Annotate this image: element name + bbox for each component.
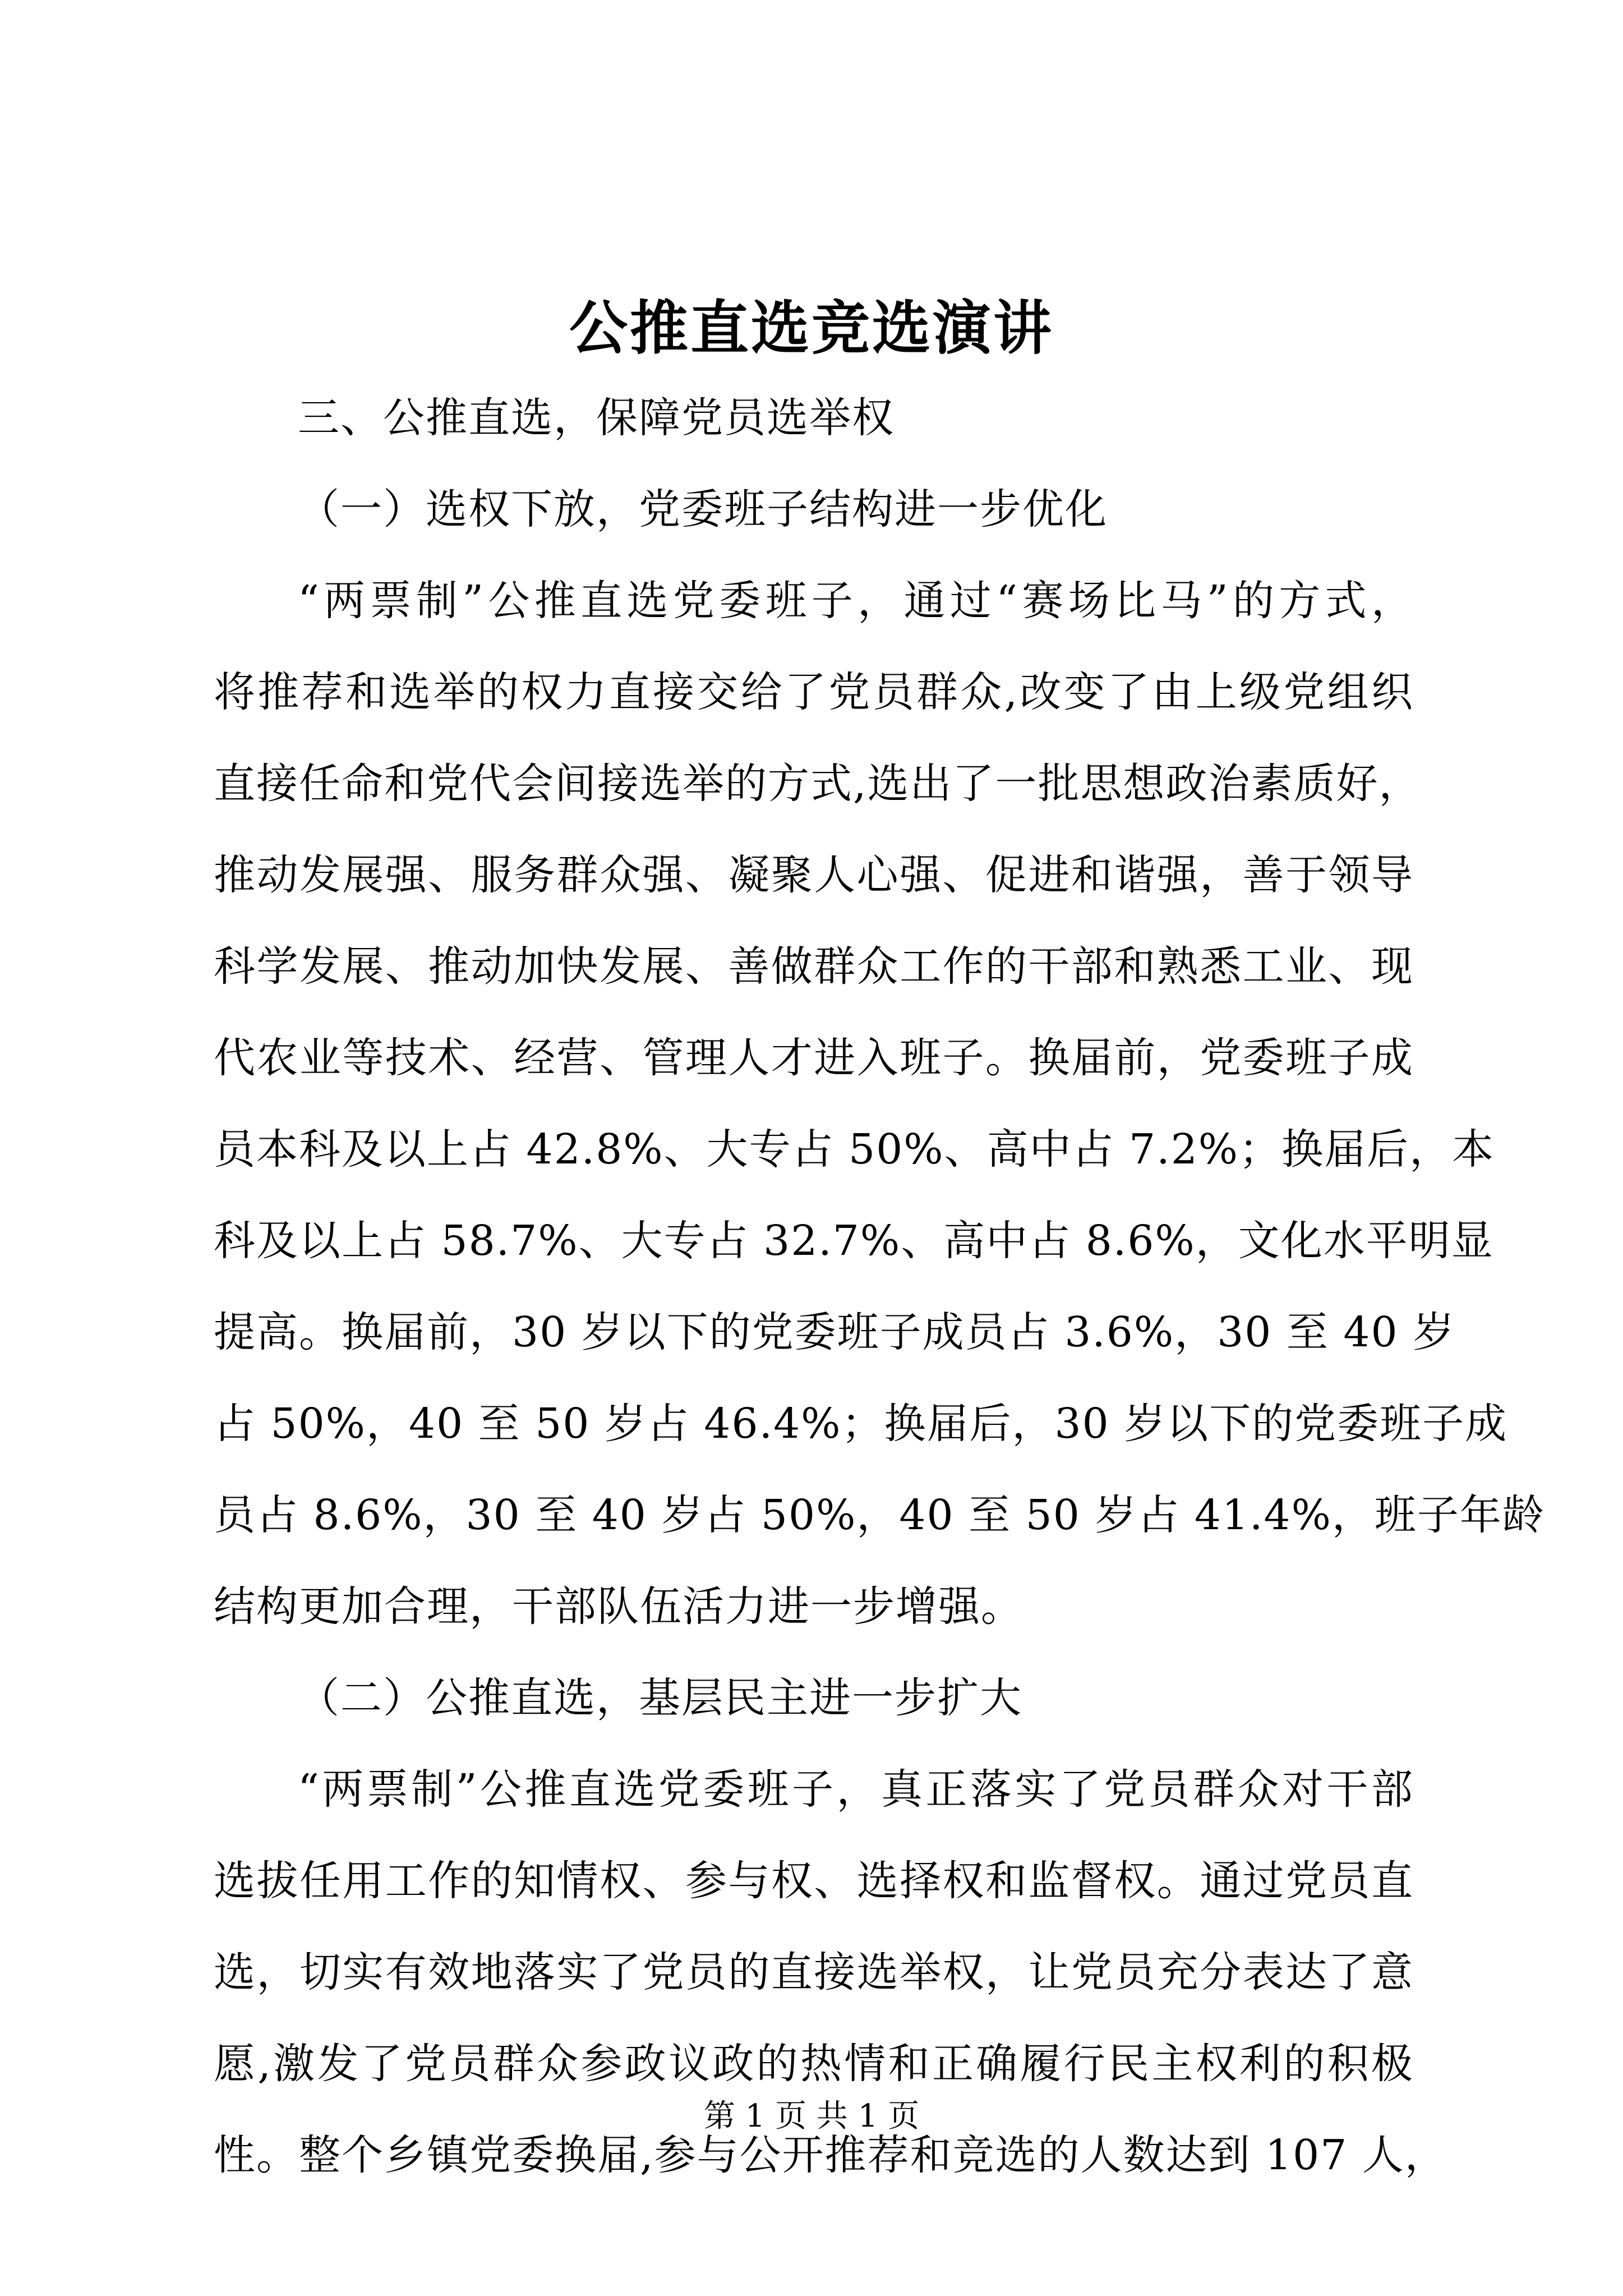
paragraph-line: 占 50%，40 至 50 岁占 46.4%；换届后，30 岁以下的党委班子成	[214, 1400, 1508, 1448]
subsection-heading: （二）公推直选，基层民主进一步扩大	[298, 1674, 1022, 1722]
document-title: 公推直选竞选演讲	[569, 293, 1054, 362]
subsection-heading: （一）选权下放，党委班子结构进一步优化	[298, 485, 1108, 533]
paragraph-line: 推动发展强、服务群众强、凝聚人心强、促进和谐强，善于领导	[214, 851, 1414, 899]
paragraph-line: 代农业等技术、经营、管理人才进入班子。换届前，党委班子成	[214, 1034, 1414, 1082]
paragraph-line: 提高。换届前，30 岁以下的党委班子成员占 3.6%，30 至 40 岁	[214, 1308, 1456, 1356]
paragraph-line: 选，切实有效地落实了党员的直接选举权，让党员充分表达了意	[214, 1948, 1414, 1996]
paragraph-line: 愿,激发了党员群众参政议政的热情和正确履行民主权利的积极	[214, 2040, 1414, 2088]
paragraph-line: 科及以上占 58.7%、大专占 32.7%、高中占 8.6%，文化水平明显	[214, 1217, 1494, 1265]
paragraph-line: “两票制”公推直选党委班子，真正落实了党员群众对干部	[298, 1765, 1414, 1814]
paragraph-line: 直接任命和党代会间接选举的方式,选出了一批思想政治素质好，	[214, 760, 1422, 808]
paragraph-line: 员本科及以上占 42.8%、大专占 50%、高中占 7.2%；换届后，本	[214, 1125, 1495, 1174]
paragraph-line: 员占 8.6%，30 至 40 岁占 50%，40 至 50 岁占 41.4%，班子年龄	[214, 1491, 1545, 1539]
paragraph-line: 将推荐和选举的权力直接交给了党员群众,改变了由上级党组织	[214, 668, 1414, 716]
section-heading: 三、公推直选，保障党员选举权	[298, 394, 895, 442]
page-footer: 第 1 页 共 1 页	[703, 2098, 920, 2134]
document-body	[214, 372, 1545, 2201]
paragraph-line: 科学发展、推动加快发展、善做群众工作的干部和熟悉工业、现	[214, 942, 1414, 991]
paragraph-line: 性。整个乡镇党委换届,参与公开推荐和竞选的人数达到 107 人，	[214, 2131, 1447, 2179]
paragraph-line: “两票制”公推直选党委班子，通过“赛场比马”的方式，	[298, 577, 1414, 625]
paragraph-line: 选拔任用工作的知情权、参与权、选择权和监督权。通过党员直	[214, 1857, 1414, 1905]
paragraph-line: 结构更加合理，干部队伍活力进一步增强。	[214, 1582, 1023, 1631]
